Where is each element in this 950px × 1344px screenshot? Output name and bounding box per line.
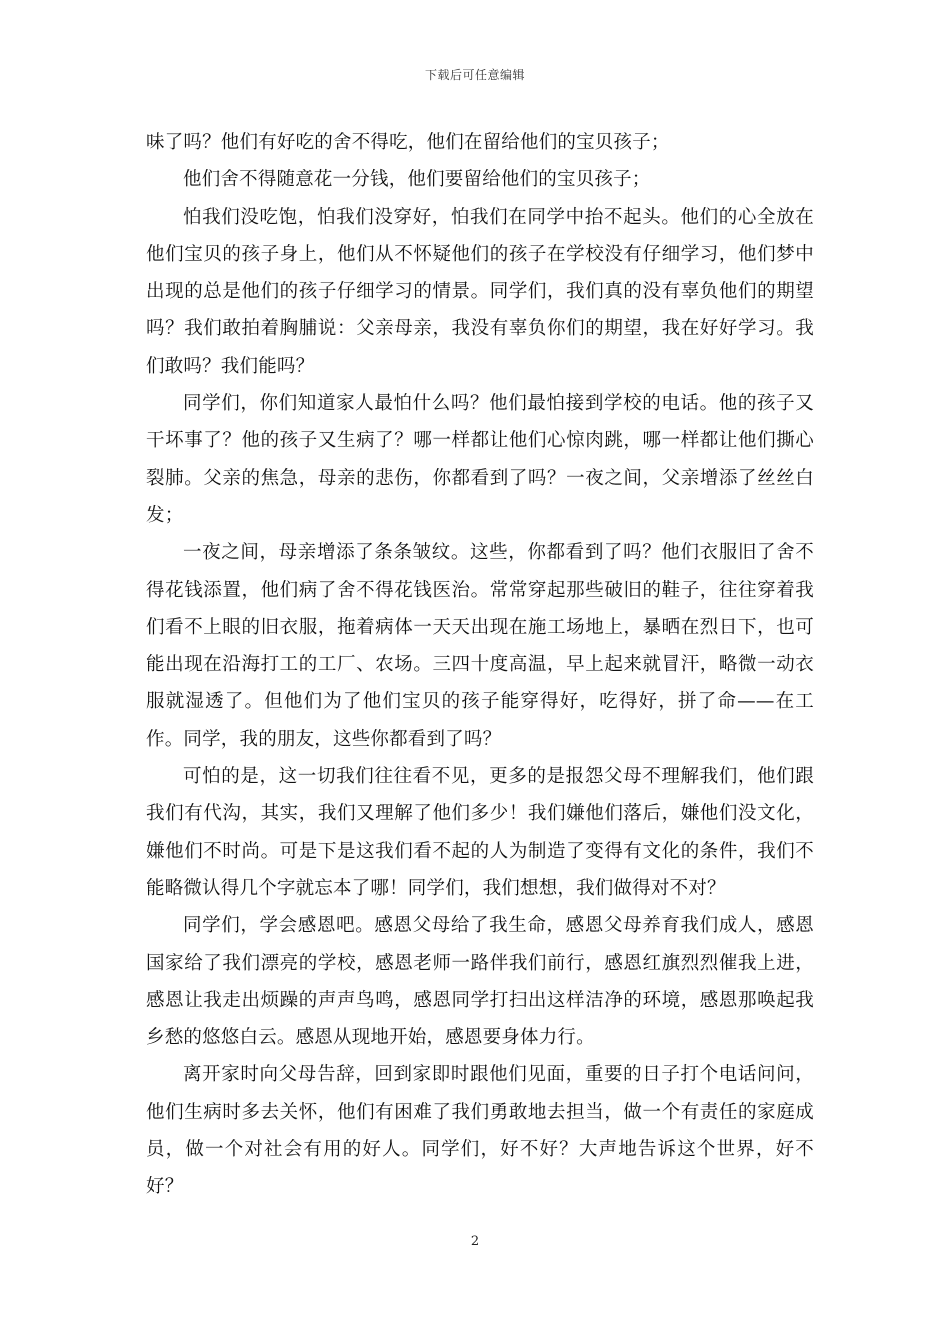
page-header: 下载后可任意编辑 (424, 68, 525, 82)
paragraph: 一夜之间，母亲增添了条条皱纹。这些，你都看到了吗？他们衣服旧了舍不得花钱添置，他们病了舍不得花钱医治。常常穿起那些破旧的鞋子，往往穿着我们看不上眼的旧衣服，拖着病体一天天出现在施工场地上，暴晒在烈日下，也可能出现在沿海打工的工厂、农场。三四十度高温，早上起来就冒汗，略微一动衣服就湿透了。但他们为了他们宝贝的孩子能穿得好，吃得好，拼了命——在工作。同学，我的朋友，这些你都看到了吗？ (146, 542, 814, 750)
page-number: 2 (470, 1234, 480, 1249)
paragraph: 可怕的是，这一切我们往往看不见，更多的是报怨父母不理解我们，他们跟我们有代沟，其实，我们又理解了他们多少！我们嫌他们落后，嫌他们没文化，嫌他们不时尚。可是下是这我们看不起的人为制造了变得有文化的条件，我们不能略微认得几个字就忘本了哪！同学们，我们想想，我们做得对不对？ (146, 766, 814, 899)
paragraph: 离开家时向父母告辞，回到家即时跟他们见面，重要的日子打个电话问问，他们生病时多去关怀，他们有困难了我们勇敢地去担当，做一个有责任的家庭成员，做一个对社会有用的好人。同学们，好不好？大声地告诉这个世界，好不好？ (146, 1064, 814, 1198)
paragraph: 他们舍不得随意花一分钱，他们要留给他们的宝贝孩子； (183, 169, 651, 191)
document-body (146, 124, 814, 1206)
paragraph: 同学们，你们知道家人最怕什么吗？他们最怕接到学校的电话。他的孩子又干坏事了？他的孩子又生病了？哪一样都让他们心惊肉跳，哪一样都让他们撕心裂肺。父亲的焦急，母亲的悲伤，你都看到了吗？一夜之间，父亲增添了丝丝白发； (146, 393, 814, 526)
paragraph: 怕我们没吃饱，怕我们没穿好，怕我们在同学中抬不起头。他们的心全放在他们宝贝的孩子身上，他们从不怀疑他们的孩子在学校没有仔细学习，他们梦中出现的总是他们的孩子仔细学习的情景。同学们，我们真的没有辜负他们的期望吗？我们敢拍着胸脯说：父亲母亲，我没有辜负你们的期望，我在好好学习。我们敢吗？我们能吗？ (146, 206, 814, 377)
paragraph: 同学们，学会感恩吧。感恩父母给了我生命，感恩父母养育我们成人，感恩国家给了我们漂亮的学校，感恩老师一路伴我们前行，感恩红旗烈烈催我上进，感恩让我走出烦躁的声声鸟鸣，感恩同学打扫出这样洁净的环境，感恩那唤起我乡愁的悠悠白云。感恩从现地开始，感恩要身体力行。 (146, 915, 814, 1049)
paragraph-continuation: 味了吗？他们有好吃的舍不得吃，他们在留给他们的宝贝孩子； (146, 132, 670, 153)
